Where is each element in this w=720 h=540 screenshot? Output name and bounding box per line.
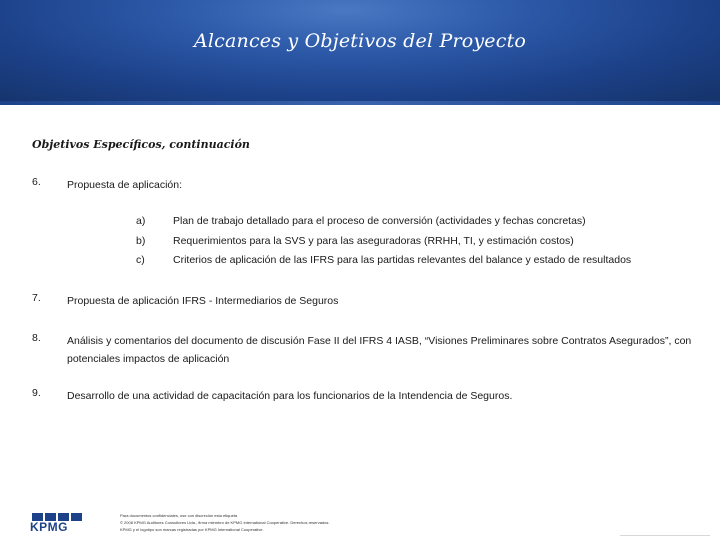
sub-item-text: Requerimientos para la SVS y para las aseguradoras (RRHH, TI, y estimación costos) (173, 235, 574, 247)
footer-note: © 2008 KPMG Auditores Consultores Ltda., firma miembro de KPMG International Cooperative. Derechos reservados. (120, 520, 330, 525)
item-number: 6. (32, 176, 41, 188)
item-text: Desarrollo de una actividad de capacitación para los funcionarios de la Intendencia de Seguros. (67, 390, 513, 402)
item-text: Análisis y comentarios del documento de discusión Fase II del IFRS 4 IASB, “Visiones Preliminares sobre Contratos Asegurados”, con potenciales impactos de aplicación (67, 335, 692, 365)
banner-divider (0, 101, 720, 105)
page-title: Alcances y Objetivos del Proyecto (193, 30, 527, 52)
sub-item-letter: a) (136, 215, 146, 227)
item-number: 8. (32, 332, 41, 344)
section-subtitle: Objetivos Específicos, continuación (32, 138, 250, 151)
footer-note: Para documentos confidenciales, use con discreción esta etiqueta (120, 513, 238, 518)
footer-note: KPMG y el logotipo son marcas registradas por KPMG International Cooperative. (120, 527, 264, 532)
item-text: Propuesta de aplicación IFRS - Intermediarios de Seguros (67, 295, 339, 307)
item-number: 7. (32, 292, 41, 304)
item-text: Propuesta de aplicación: (67, 179, 182, 191)
sub-item-letter: c) (136, 254, 145, 266)
kpmg-logo (30, 513, 86, 533)
logo-text: KPMG (30, 520, 68, 534)
sub-item-text: Criterios de aplicación de las IFRS para las partidas relevantes del balance y estado de resultados (173, 254, 632, 266)
sub-item-text: Plan de trabajo detallado para el proceso de conversión (actividades y fechas concretas) (173, 215, 586, 227)
footer-notes (120, 512, 330, 533)
sub-item-letter: b) (136, 235, 146, 247)
item-number: 9. (32, 387, 41, 399)
footer-divider (620, 535, 710, 536)
